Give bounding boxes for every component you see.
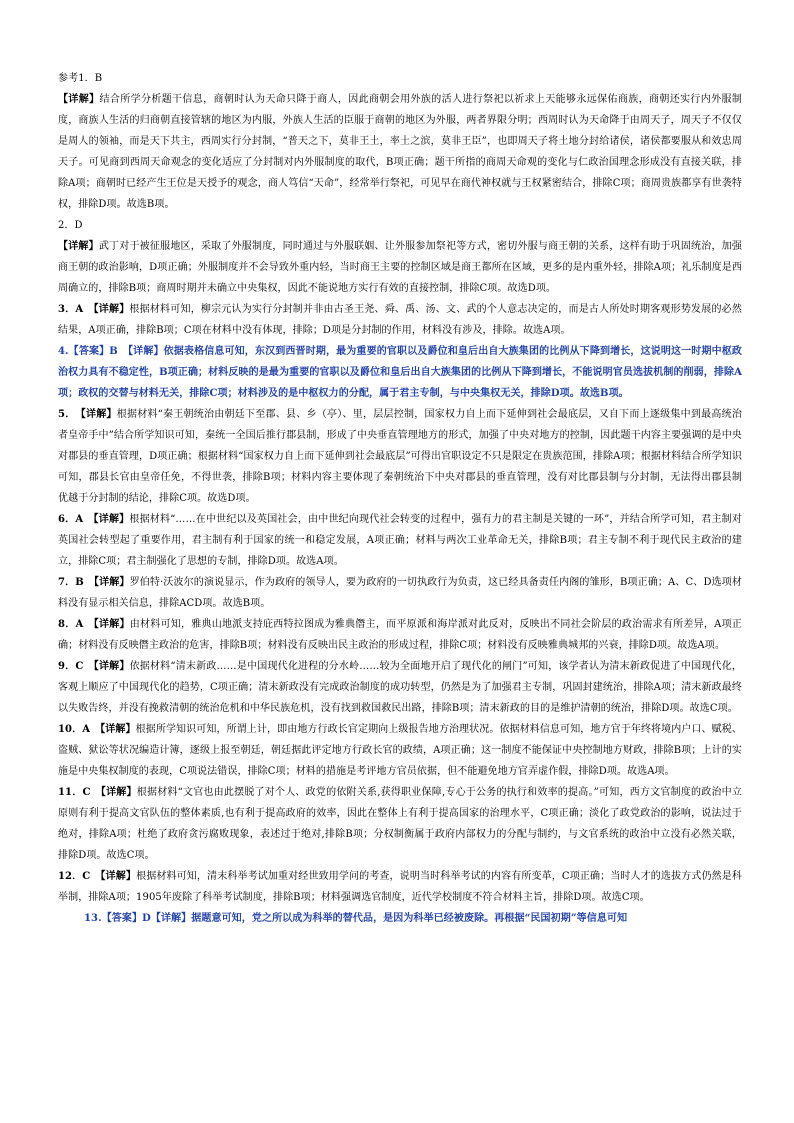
answer-text: 2．D <box>58 220 83 231</box>
answer-lead: 7．B 【详解】 <box>58 577 130 588</box>
answer-lead: 10．A 【详解】 <box>58 724 136 735</box>
answer-lead: 11．C 【详解】 <box>58 787 137 798</box>
answer-lead: 4.【答案】B 【详解】 <box>58 346 164 357</box>
answer-12 <box>58 866 742 908</box>
answer-1-header <box>58 68 742 89</box>
answer-2-header <box>58 215 742 236</box>
answer-text: 罗伯特·沃波尔的演说显示，作为政府的领导人，要为政府的一切执政行为负责，这已经具备责任内阁的雏形，B项正确；A、C、D选项材料没有显示相关信息，排除ACD项。故选B项。 <box>58 577 742 609</box>
answer-text: 依据材料“清末新政……是中国现代化进程的分水岭……较为全面地开启了现代化的闸门”可知，该学者认为清末新政促进了中国现代化，客观上顺应了中国现代化的趋势，C项正确；清末新政没有完成政治制度的成功转型，仍然是为了加强君主专制，巩固封建统治，排除A项；清末新政最终以失败告终，并没有挽救清朝的统治危机和中华民族危机，没有找到救国救民出路，排除B项；清末新政的目的是维护清朝的统治，排除D项。故选C项。 <box>58 661 742 714</box>
answer-lead: 8．A 【详解】 <box>58 619 130 630</box>
answer-7 <box>58 572 742 614</box>
answer-text: 根据材料可知，清末科举考试加重对经世致用学问的考查，说明当时科举考试的内容有所变革，C项正确；当时人才的选拔方式仍然是科举制，排除A项；1905年废除了科举考试制度，排除B项；材料强调选官制度，近代学校制度不符合材料主旨，排除D项。故选C项。 <box>58 871 743 903</box>
answer-lead: 12．C 【详解】 <box>58 871 137 882</box>
answer-text: 武丁对于被征服地区，采取了外服制度，同时通过与外服联姻、让外服参加祭祀等方式，密切外服与商王朝的关系，这样有助于巩固统治，加强商王朝的政治影响，D项正确；外服制度并不会导致外重内轻，当时商王主要的控制区域是商王都所在区域，更多的是内重外轻，排除A项；礼乐制度是西周确立的，排除B项；商周时期并未确立中央集权，因此不能说地方实行有效的直接控制，排除C项。故选D项。 <box>58 241 742 294</box>
answer-lead: 6．A 【详解】 <box>58 514 130 525</box>
answer-lead: 3．A 【详解】 <box>58 304 130 315</box>
answer-lead: 【详解】 <box>58 241 99 252</box>
answer-text: 结合所学分析题干信息，商朝时认为天命只降于商人，因此商朝会用外族的活人进行祭祀以祈求上天能够永远保佑商族，商朝还实行内外服制度，商族人生活的归商朝直接管辖的地区为内服，外族人生活的臣服于商朝的地区为外服，两者界限分明；西周时认为天命降于由周天子，周天子不仅仅是周人的领袖，而是天下共主，西周实行分封制，“普天之下，莫非王土，率土之滨，莫非王臣”，也即周天子将土地分封给诸侯，诸侯都要服从和效忠周天子。可见商到西周天命观念的变化适应了分封制对内外服制度的取代，B项正确；题干所指的商周天命观的变化与仁政治国理念形成没有直接关联，排除A项；商朝时已经产生王位是天授予的观念，商人笃信“天命”，经常举行祭祀，可见早在商代神权就与王权紧密结合，排除C项；商周贵族都享有世袭特权，排除D项。故选B项。 <box>58 94 743 210</box>
answer-8 <box>58 614 742 656</box>
answer-text: 根据材料可知，柳宗元认为实行分封制并非由古圣王尧、舜、禹、汤、文、武的个人意志决定的，而是古人所处时期客观形势发展的必然结果，A项正确，排除B项；C项在材料中没有体现，排除；D项是分封制的作用，材料没有涉及，排除。故选A项。 <box>58 304 742 336</box>
answer-text: 依据表格信息可知，东汉到西晋时期，最为重要的官职以及爵位和皇后出自大族集团的比例从下降到增长，这说明这一时期中枢政治权力具有不稳定性，B项正确；材料反映的是最为重要的官职以及爵位和皇后出自大族集团的比例从下降到增长，不能说明官员选拔机制的削弱，排除A项；政权的交替与材料无关，排除C项；材料涉及的是中枢权力的分配，属于君主专制，与中央集权无关，排除D项。故选B项。 <box>58 346 743 399</box>
answer-1-explanation <box>58 89 742 215</box>
answer-text: 根据材料“秦王朝统治由朝廷下至郡、县、乡（亭）、里，层层控制，国家权力自上而下延伸到社会最底层，又自下而上逐级集中到最高统治者皇帝手中”结合所学知识可知，秦统一全国后推行郡县制，形成了中央垂直管理地方的形式，加强了中央对地方的控制，因此题干内容主要强调的是中央对郡县的垂直管理，D项正确；根据材料“国家权力自上而下延伸到社会最底层”可得出官职设定不只是限定在贵族范围，排除A项；根据材料结合所学知识可知，郡县长官由皇帝任免，不得世袭，排除B项；材料内容主要体现了秦朝统治下中央对郡县的垂直管理，没有对比郡县制与分封制，无法得出郡县制优越于分封制的结论，排除C项。故选D项。 <box>58 409 742 504</box>
answer-text: 由材料可知，雅典山地派支持庇西特拉图成为雅典僭主，而平原派和海岸派对此反对，反映出不同社会阶层的政治需求有所差异，A项正确；材料没有反映僭主政治的危害，排除B项；材料没有反映出民主政治的形成过程，排除C项；材料没有反映雅典城邦的兴衰，排除D项。故选A项。 <box>58 619 742 651</box>
answer-lead: 13.【答案】D【详解】 <box>84 913 192 924</box>
answer-lead: 5． 【详解】 <box>58 409 117 420</box>
answer-2-explanation <box>58 236 742 299</box>
answer-page <box>58 68 742 929</box>
answer-3 <box>58 299 742 341</box>
answer-lead: 【详解】 <box>58 94 100 105</box>
answer-6 <box>58 509 742 572</box>
answer-text: 根据所学知识可知，所谓上计，即由地方行政长官定期向上级报告地方治理状况。依据材料信息可知，地方官于年终将境内户口、赋税、盗贼、狱讼等状况编造计簿，逐级上报至朝廷，朝廷据此评定地方行政长官的政绩，A项正确；这一制度不能保证中央控制地方财政，排除B项；上计的实施是中央集权制度的表现，C项说法错误，排除C项；材料的措施是考评地方官员依据，但不能避免地方官弄虚作假，排除D项。故选A项。 <box>58 724 742 777</box>
answer-9 <box>58 656 742 719</box>
answer-13 <box>58 908 742 929</box>
answer-text: 据题意可知，党之所以成为科举的替代品，是因为科举已经被废除。再根据“民国初期”等信息可知 <box>191 913 628 924</box>
answer-5 <box>58 404 742 509</box>
answer-text: 参考1．B <box>58 73 103 84</box>
answer-text: 根据材料“文官也由此摆脱了对个人、政党的依附关系,获得职业保障,专心于公务的执行和效率的提高。”可知，西方文官制度的政治中立原则有利于提高文官队伍的整体素质,也有利于提高政府的效率，因此在整体上有利于提高国家的治理水平，C项正确；淡化了政党政治的影响，说法过于绝对，排除A项；杜绝了政府贪污腐败现象，表述过于绝对,排除B项；分权制衡属于政府内部权力的分配与制约，与文官系统的政治中立没有必然关联，排除D项。故选C项。 <box>58 787 743 861</box>
answer-11 <box>58 782 742 866</box>
answer-10 <box>58 719 742 782</box>
answer-text: 根据材料“……在中世纪以及英国社会，由中世纪向现代社会转变的过程中，强有力的君主制是关键的一环”，并结合所学可知，君主制对英国社会转型起了重要作用，君主制有利于国家的统一和稳定发展，A项正确；材料与两次工业革命无关，排除B项；君主专制不利于现代民主政治的建立，排除C项；君主制强化了思想的专制，排除D项。故选A项。 <box>58 514 742 567</box>
answer-lead: 9．C 【详解】 <box>58 661 130 672</box>
answer-4 <box>58 341 742 404</box>
